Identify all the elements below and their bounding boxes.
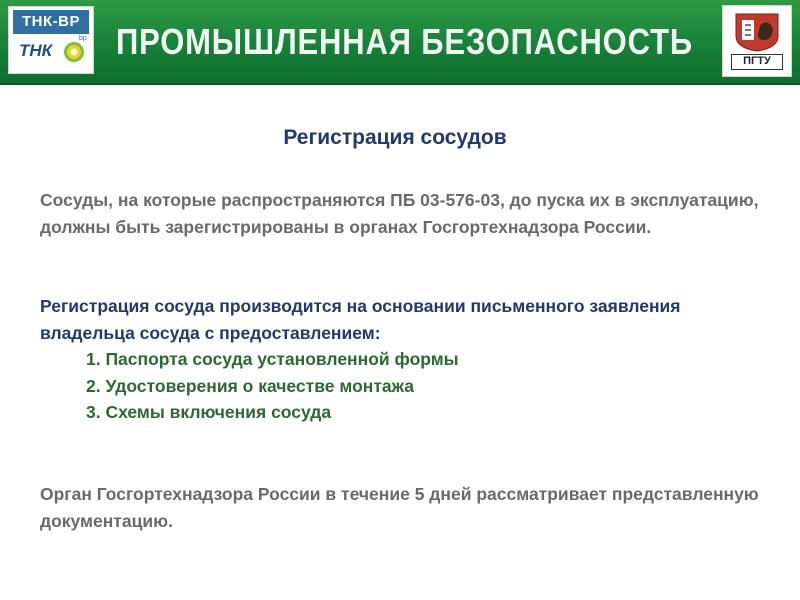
paragraph-registration-requirement: Сосуды, на которые распространяются ПБ 03-576-03, до пуска их в эксплуатацию, должны быть зарегистрированы в органах Госгортехнадзора России. <box>40 190 759 237</box>
header-banner <box>0 0 800 83</box>
paragraph-registration-basis: Регистрация сосуда производится на основании письменного заявления владельца сосуда с предоставлением: <box>40 296 681 343</box>
tnk-logo-mark: ТНК <box>19 41 53 60</box>
header-title: ПРОМЫШЛЕННАЯ БЕЗОПАСНОСТЬ <box>116 21 693 62</box>
slide-title: Регистрация сосудов <box>283 126 507 149</box>
pgtu-logo <box>722 5 792 77</box>
paragraph-review-period: Орган Госгортехнадзора России в течение 5 дней рассматривает представленную документацию. <box>40 484 759 531</box>
tnk-bp-logo-text: ТНК-ВР <box>13 10 89 34</box>
bp-logo-small-text: bp <box>79 35 87 42</box>
bp-helios-icon <box>63 41 85 63</box>
list-item: 1. Паспорта сосуда установленной формы <box>86 349 459 369</box>
tnk-bp-logo <box>8 6 94 74</box>
list-item: 2. Удостоверения о качестве монтажа <box>86 375 414 396</box>
list-item: 3. Схемы включения сосуда <box>86 402 332 422</box>
required-documents-list <box>86 346 746 426</box>
bear-crest-icon <box>732 12 782 52</box>
header-divider <box>0 83 800 85</box>
pgtu-logo-text: ПГТУ <box>731 54 783 70</box>
